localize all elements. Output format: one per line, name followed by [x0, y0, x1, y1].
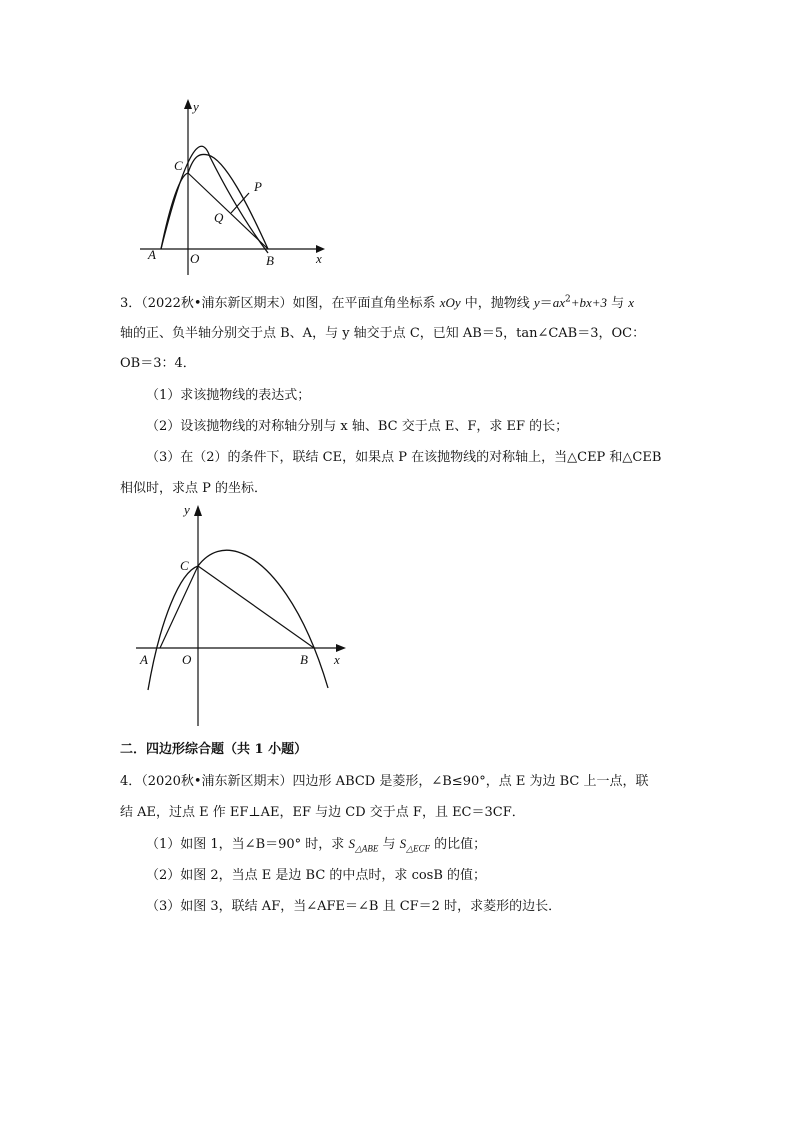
problem-3-line-2: 轴的正、负半轴分别交于点 B、A，与 y 轴交于点 C，已知 AB＝5，tan∠CAB＝3，OC：	[120, 326, 646, 341]
problem-3-line-1	[120, 292, 634, 311]
formula-part: +bx+3	[570, 295, 608, 310]
problem-number: 4．	[120, 774, 142, 789]
figure-2-parabola-diagram	[130, 500, 360, 730]
label-O: O	[190, 251, 200, 266]
label-A: A	[140, 652, 148, 667]
label-B: B	[300, 652, 308, 667]
formula-part: ＝	[539, 296, 553, 311]
y-axis-arrow	[194, 505, 202, 516]
problem-4-question-2: （2）如图 2，当点 E 是边 BC 的中点时，求 cosB 的值；	[146, 868, 487, 883]
problem-number: 3．	[120, 296, 142, 311]
label-P: P	[254, 179, 262, 194]
area-symbol: S	[399, 836, 407, 851]
segment-CB	[198, 566, 314, 648]
y-axis-arrow	[184, 99, 192, 109]
problem-3-question-3-cont: 相似时，求点 P 的坐标．	[120, 481, 268, 496]
label-x: x	[334, 652, 340, 667]
text-segment: 与	[607, 296, 629, 311]
text-segment: （1）如图 1，当∠B＝90° 时，求	[146, 837, 349, 852]
label-x: x	[316, 251, 322, 266]
x-axis-arrow	[336, 644, 346, 652]
problem-4-question-1	[146, 833, 486, 855]
label-C: C	[180, 558, 189, 573]
problem-4-question-3: （3）如图 3，联结 AF，当∠AFE＝∠B 且 CF＝2 时，求菱形的边长．	[146, 899, 562, 914]
text-segment: 的比值；	[430, 837, 487, 852]
label-C: C	[174, 158, 183, 173]
formula-exponent: 2	[564, 294, 571, 305]
text-segment: 四边形 ABCD 是菱形，∠B≤90°，点 E 为边 BC 上一点，联	[292, 774, 649, 789]
problem-source: （2020秋•浦东新区期末）	[141, 774, 293, 789]
problem-3-line-3: OB＝3：4．	[120, 356, 196, 371]
problem-source: （2022秋•浦东新区期末）	[141, 296, 293, 311]
area-symbol: S	[348, 836, 355, 851]
problem-3-question-3: （3）在（2）的条件下，联结 CE，如果点 P 在该抛物线的对称轴上，当△CEP 和△CEB	[146, 450, 662, 465]
problem-4-line-1	[120, 770, 649, 789]
text-segment: 与	[378, 837, 400, 852]
segment-AC	[160, 566, 198, 648]
label-y: y	[184, 502, 190, 517]
formula-part: ax	[552, 295, 565, 310]
section-heading: 二．四边形综合题（共 1 小题）	[120, 742, 308, 757]
text-segment: 如图，在平面直角坐标系	[292, 296, 440, 311]
coord-system: xOy	[439, 295, 461, 310]
problem-3-question-1: （1）求该抛物线的表达式；	[146, 388, 311, 403]
formula-part: y	[533, 295, 540, 310]
area-subscript: △ECF	[406, 843, 431, 854]
text-segment: x	[628, 295, 635, 310]
label-O: O	[182, 652, 192, 667]
problem-3-question-2: （2）设该抛物线的对称轴分别与 x 轴、BC 交于点 E、F，求 EF 的长；	[146, 419, 569, 434]
parabola-curve	[148, 550, 328, 690]
figure-1-parabola-diagram	[130, 95, 340, 280]
label-Q: Q	[214, 210, 224, 225]
problem-4-line-2: 结 AE，过点 E 作 EF⊥AE，EF 与边 CD 交于点 F，且 EC＝3CF．	[120, 805, 525, 820]
label-y: y	[193, 99, 199, 114]
area-subscript: △ABE	[354, 843, 379, 854]
label-A: A	[148, 247, 156, 262]
text-segment: 中，抛物线	[460, 296, 534, 311]
label-B: B	[266, 253, 274, 268]
